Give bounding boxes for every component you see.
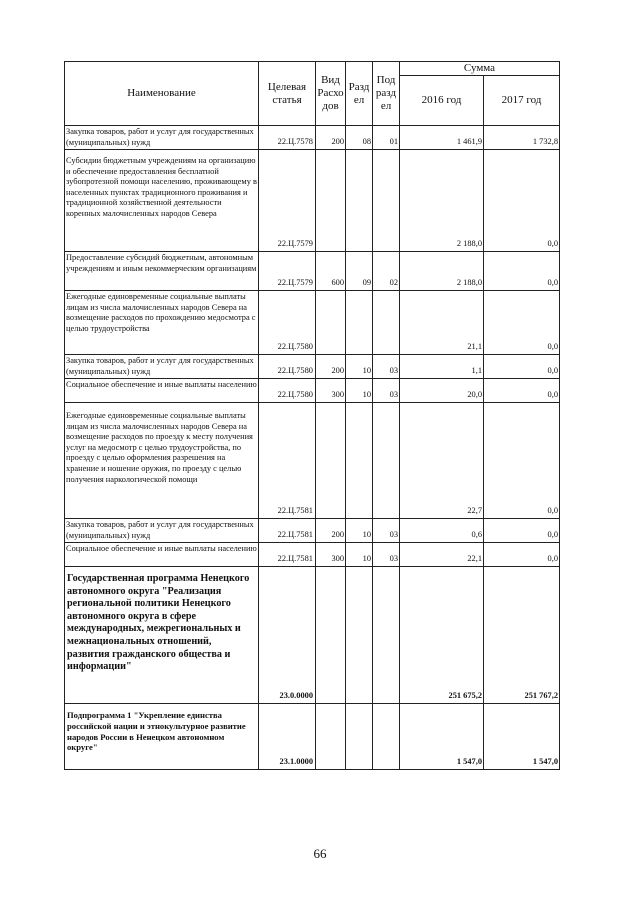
row-sum-2017: 0,0 xyxy=(484,291,560,355)
row-section xyxy=(346,403,373,519)
row-sum-2016: 22,1 xyxy=(400,543,484,567)
row-target-article: 22.Ц.7580 xyxy=(259,355,316,379)
row-sum-2017: 0,0 xyxy=(484,403,560,519)
table-row xyxy=(65,379,560,403)
program-row xyxy=(65,567,560,704)
row-name: Закупка товаров, работ и услуг для государственных (муниципальных) нужд xyxy=(65,355,259,379)
row-target-article: 22.Ц.7579 xyxy=(259,150,316,252)
subprogram-sum-2016: 1 547,0 xyxy=(400,704,484,770)
program-expense-type xyxy=(316,567,346,704)
table-row xyxy=(65,291,560,355)
row-sum-2016: 0,6 xyxy=(400,519,484,543)
subprogram-subsection xyxy=(373,704,400,770)
row-target-article: 22.Ц.7581 xyxy=(259,403,316,519)
row-target-article: 22.Ц.7581 xyxy=(259,519,316,543)
header-expense-type: Вид Расхо дов xyxy=(316,62,346,126)
row-name: Ежегодные единовременные социальные выплаты лицам из числа малочисленных народов Севера на возмещение расходов по прохождению медосмотра с целью трудоустройства xyxy=(65,291,259,355)
header-sum: Сумма xyxy=(400,62,560,76)
row-name: Субсидии бюджетным учреждениям на организацию и обеспечение предоставления бесплатной зубопротезной помощи населению, проживающему в населенных пунктах традиционного проживания и традиционной хозяйственной деятельности коренных малочисленных народов Севера xyxy=(65,150,259,252)
row-subsection xyxy=(373,403,400,519)
row-section xyxy=(346,150,373,252)
row-sum-2017: 0,0 xyxy=(484,355,560,379)
row-section xyxy=(346,291,373,355)
row-expense-type xyxy=(316,291,346,355)
row-sum-2017: 0,0 xyxy=(484,543,560,567)
row-sum-2016: 22,7 xyxy=(400,403,484,519)
header-name: Наименование xyxy=(65,62,259,126)
subprogram-name: Подпрограмма 1 "Укрепление единства российской нации и этнокультурное развитие народов России в Ненецком автономном округе" xyxy=(65,704,259,770)
row-sum-2016: 20,0 xyxy=(400,379,484,403)
row-name: Закупка товаров, работ и услуг для государственных (муниципальных) нужд xyxy=(65,519,259,543)
row-expense-type: 300 xyxy=(316,543,346,567)
row-name: Ежегодные единовременные социальные выплаты лицам из числа малочисленных народов Севера на возмещение расходов по проезду к месту получения услуг на медосмотр с целью трудоустройства, по проезду с целью оформления разрешения на хранение и ношение оружия, по проезду с целью получения наркологической помощи xyxy=(65,403,259,519)
program-name: Государственная программа Ненецкого автономного округа "Реализация региональной политики Ненецкого автономного округа в сфере международных, межрегиональных и межнациональных отношений, развития гражданского общества и информации" xyxy=(65,567,259,704)
budget-table-sheet xyxy=(64,61,559,770)
header-year-2017: 2017 год xyxy=(484,76,560,126)
row-target-article: 22.Ц.7579 xyxy=(259,252,316,291)
row-target-article: 22.Ц.7581 xyxy=(259,543,316,567)
program-target-article: 23.0.0000 xyxy=(259,567,316,704)
row-expense-type: 200 xyxy=(316,519,346,543)
row-expense-type xyxy=(316,150,346,252)
row-sum-2017: 0,0 xyxy=(484,379,560,403)
row-sum-2016: 21,1 xyxy=(400,291,484,355)
row-expense-type: 200 xyxy=(316,355,346,379)
header-year-2016: 2016 год xyxy=(400,76,484,126)
subprogram-section xyxy=(346,704,373,770)
header-target-article: Целевая статья xyxy=(259,62,316,126)
table-row xyxy=(65,519,560,543)
subprogram-row xyxy=(65,704,560,770)
subprogram-target-article: 23.1.0000 xyxy=(259,704,316,770)
program-sum-2016: 251 675,2 xyxy=(400,567,484,704)
table-row xyxy=(65,543,560,567)
program-section xyxy=(346,567,373,704)
row-subsection: 02 xyxy=(373,252,400,291)
row-name: Социальное обеспечение и иные выплаты населению xyxy=(65,543,259,567)
row-target-article: 22.Ц.7580 xyxy=(259,291,316,355)
row-subsection: 03 xyxy=(373,379,400,403)
row-sum-2017: 0,0 xyxy=(484,519,560,543)
row-expense-type: 300 xyxy=(316,379,346,403)
table-row xyxy=(65,355,560,379)
row-sum-2017: 0,0 xyxy=(484,252,560,291)
row-target-article: 22.Ц.7578 xyxy=(259,126,316,150)
header-subsection: Под разд ел xyxy=(373,62,400,126)
row-subsection: 03 xyxy=(373,519,400,543)
row-subsection xyxy=(373,291,400,355)
row-section: 10 xyxy=(346,543,373,567)
row-target-article: 22.Ц.7580 xyxy=(259,379,316,403)
row-name: Закупка товаров, работ и услуг для государственных (муниципальных) нужд xyxy=(65,126,259,150)
page-number: 66 xyxy=(313,846,327,861)
row-expense-type xyxy=(316,403,346,519)
row-section: 10 xyxy=(346,519,373,543)
table-row xyxy=(65,150,560,252)
table-row xyxy=(65,126,560,150)
subprogram-sum-2017: 1 547,0 xyxy=(484,704,560,770)
row-section: 09 xyxy=(346,252,373,291)
row-sum-2017: 0,0 xyxy=(484,150,560,252)
row-name: Предоставление субсидий бюджетным, автономным учреждениям и иным некоммерческим организациям xyxy=(65,252,259,291)
row-sum-2016: 2 188,0 xyxy=(400,252,484,291)
table-row xyxy=(65,403,560,519)
row-subsection: 01 xyxy=(373,126,400,150)
row-sum-2016: 1 461,9 xyxy=(400,126,484,150)
row-subsection: 03 xyxy=(373,543,400,567)
row-subsection: 03 xyxy=(373,355,400,379)
budget-table xyxy=(64,61,560,770)
row-sum-2017: 1 732,8 xyxy=(484,126,560,150)
row-subsection xyxy=(373,150,400,252)
row-expense-type: 600 xyxy=(316,252,346,291)
row-section: 10 xyxy=(346,379,373,403)
table-row xyxy=(65,252,560,291)
header-section: Разд ел xyxy=(346,62,373,126)
row-expense-type: 200 xyxy=(316,126,346,150)
row-name: Социальное обеспечение и иные выплаты населению xyxy=(65,379,259,403)
row-sum-2016: 1,1 xyxy=(400,355,484,379)
row-section: 08 xyxy=(346,126,373,150)
program-subsection xyxy=(373,567,400,704)
program-sum-2017: 251 767,2 xyxy=(484,567,560,704)
subprogram-expense-type xyxy=(316,704,346,770)
row-sum-2016: 2 188,0 xyxy=(400,150,484,252)
row-section: 10 xyxy=(346,355,373,379)
